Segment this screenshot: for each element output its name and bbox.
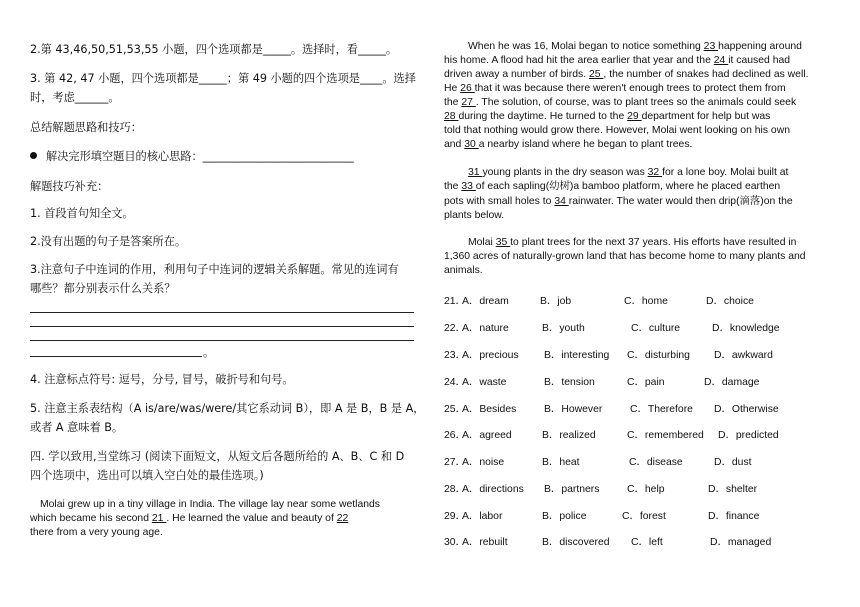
option-c[interactable]: C．left (631, 537, 663, 548)
summary-title: 总结解题思路和技巧： (30, 121, 142, 134)
question-number: 30． (444, 537, 466, 548)
practice-heading-line1: 四. 学以致用,当堂练习 (阅读下面短文，从短文后各题所给的 A、B、C 和 D (30, 450, 405, 463)
blank-26[interactable]: 26 (460, 83, 475, 94)
option-c[interactable]: C．remembered (627, 430, 704, 441)
blank-22[interactable]: 22 (336, 513, 349, 524)
option-row-24 (444, 373, 836, 387)
question-2-note: 2.第 43,46,50,51,53,55 小题，四个选项都是_____。选择时，看_____。 (30, 43, 398, 56)
passage-p4-line2: 1,360 acres of naturally-grown land that has become home to many plants and (444, 251, 806, 262)
answer-line (30, 312, 414, 313)
tip-5-line1: 5. 注意主系表结构（A is/are/was/were/其它系动词 B），即 A 是 B，B 是 A， (30, 402, 425, 415)
question-number: 23． (444, 350, 466, 361)
option-a[interactable]: A．Besides (462, 404, 517, 415)
option-b[interactable]: B．heat (542, 457, 580, 468)
option-c[interactable]: C．home (624, 296, 668, 307)
passage-p3-line4: plants below. (444, 210, 505, 221)
passage-p4-line3: animals. (444, 265, 483, 276)
tip-2: 2.没有出题的句子是答案所在。 (30, 235, 187, 248)
answer-line (30, 326, 414, 327)
passage-p1-line2: which became his second 21 . He learned the value and beauty of 22 (30, 513, 349, 524)
option-d[interactable]: D．Otherwise (714, 404, 779, 415)
blank-29[interactable]: 29 (627, 111, 642, 122)
passage-p2-line8: and 30 a nearby island where he began to plant trees. (444, 139, 693, 150)
answer-line (30, 340, 414, 341)
option-row-26 (444, 426, 836, 440)
question-number: 29． (444, 511, 466, 522)
blank-23[interactable]: 23 (703, 41, 719, 52)
blank-35[interactable]: 35 (495, 237, 511, 248)
core-idea (30, 150, 354, 164)
option-a[interactable]: A．nature (462, 323, 509, 334)
option-row-23 (444, 346, 836, 360)
option-row-27 (444, 453, 836, 467)
passage-p2-line1: When he was 16, Molai began to notice something 23 happening around (468, 41, 802, 52)
tip-1: 1. 首段首句知全文。 (30, 207, 134, 220)
passage-p2-line6: 28 during the daytime. He turned to the 29 department for help but was (444, 111, 771, 122)
passage-p3-line2: the 33 of each sapling(幼树)a bamboo platform, where he placed earthen (444, 181, 781, 192)
option-b[interactable]: B．tension (544, 377, 595, 388)
option-d[interactable]: D．managed (710, 537, 772, 548)
option-d[interactable]: D．shelter (708, 484, 758, 495)
option-b[interactable]: B．partners (544, 484, 600, 495)
tips-title: 解题技巧补充： (30, 180, 109, 193)
tip-3-line1: 3.注意句子中连词的作用，利用句子中连词的逻辑关系解题。常见的连词有 (30, 263, 399, 276)
passage-p2-line3: driven away a number of birds. 25 , the number of snakes had declined as well. (444, 69, 809, 80)
option-row-21 (444, 292, 836, 306)
option-c[interactable]: C．help (627, 484, 665, 495)
question-number: 27． (444, 457, 466, 468)
question-number: 22． (444, 323, 466, 334)
option-d[interactable]: D．damage (704, 377, 760, 388)
option-c[interactable]: C．disease (629, 457, 683, 468)
option-a[interactable]: A．waste (462, 377, 507, 388)
question-3-note-line1: 3. 第 42, 47 小题，四个选项都是_____；第 49 小题的四个选项是____。选择 (30, 72, 416, 85)
answer-line (30, 356, 202, 357)
option-c[interactable]: C．Therefore (630, 404, 693, 415)
option-b[interactable]: B．police (542, 511, 587, 522)
option-row-25 (444, 400, 836, 414)
passage-p2-line2: his home. A flood had hit the area earlier that year and the 24 it caused had (444, 55, 791, 66)
option-c[interactable]: C．pain (627, 377, 665, 388)
question-number: 21． (444, 296, 466, 307)
passage-p1-line3: there from a very young age. (30, 527, 163, 538)
passage-p4-line1: Molai 35 to plant trees for the next 37 years. His efforts have resulted in (468, 237, 797, 248)
tip-3-line2: 哪些？都分别表示什么关系？ (30, 282, 176, 295)
bullet-icon (30, 152, 37, 159)
option-b[interactable]: B．realized (542, 430, 596, 441)
question-number: 28． (444, 484, 466, 495)
option-d[interactable]: D．choice (706, 296, 754, 307)
option-d[interactable]: D．finance (708, 511, 760, 522)
option-b[interactable]: B．However (544, 404, 603, 415)
option-a[interactable]: A．rebuilt (462, 537, 508, 548)
option-b[interactable]: B．job (540, 296, 572, 307)
answer-period: 。 (203, 346, 215, 359)
option-b[interactable]: B．discovered (542, 537, 610, 548)
blank-33[interactable]: 33 (461, 181, 476, 192)
blank-25[interactable]: 25 (588, 69, 604, 80)
question-number: 24． (444, 377, 466, 388)
question-3-note-line2: 时，考虑______。 (30, 91, 120, 104)
option-a[interactable]: A．directions (462, 484, 524, 495)
core-idea-text: 解决完形填空题目的核心思路：___________________________ (46, 150, 354, 163)
option-d[interactable]: D．awkward (714, 350, 773, 361)
option-a[interactable]: A．precious (462, 350, 519, 361)
practice-heading-line2: 四个选项中，选出可以填入空白处的最佳选项。) (30, 469, 264, 482)
option-c[interactable]: C．forest (622, 511, 666, 522)
blank-34[interactable]: 34 (554, 196, 569, 207)
option-c[interactable]: C．disturbing (627, 350, 690, 361)
tip-5-line2: 或者 A 意味着 B。 (30, 421, 124, 434)
tip-4: 4. 注意标点符号: 逗号，分号, 冒号，破折号和句号。 (30, 373, 294, 386)
option-d[interactable]: D．knowledge (712, 323, 780, 334)
option-c[interactable]: C．culture (631, 323, 681, 334)
passage-p3-line3: pots with small holes to 34 rainwater. The water would then drip(滴落)on the (444, 196, 793, 207)
blank-27[interactable]: 27 (461, 97, 476, 108)
option-row-30 (444, 533, 836, 547)
blank-31[interactable]: 31 (468, 167, 483, 178)
blank-32[interactable]: 32 (647, 167, 663, 178)
option-row-22 (444, 319, 836, 333)
option-a[interactable]: A．dream (462, 296, 509, 307)
option-d[interactable]: D．predicted (718, 430, 779, 441)
question-number: 26． (444, 430, 466, 441)
passage-p2-line4: He 26 that it was because there weren't enough trees to protect them from (444, 83, 786, 94)
passage-p2-line5: the 27 . The solution, of course, was to plant trees so the animals could seek (444, 97, 797, 108)
passage-p2-line7: told that nothing would grow there. However, Molai went looking on his own (444, 125, 790, 136)
option-a[interactable]: A．noise (462, 457, 505, 468)
option-b[interactable]: B．youth (542, 323, 585, 334)
blank-24[interactable]: 24 (713, 55, 729, 66)
option-d[interactable]: D．dust (714, 457, 752, 468)
blank-21[interactable]: 21 (151, 513, 167, 524)
passage-p3-line1: 31 young plants in the dry season was 32 for a lone boy. Molai built at (468, 167, 789, 178)
question-number: 25． (444, 404, 466, 415)
option-row-28 (444, 480, 836, 494)
blank-28[interactable]: 28 (444, 111, 459, 122)
option-a[interactable]: A．labor (462, 511, 503, 522)
passage-p1-line1: Molai grew up in a tiny village in India. The village lay near some wetlands (40, 499, 380, 510)
option-row-29 (444, 507, 836, 521)
option-a[interactable]: A．agreed (462, 430, 512, 441)
blank-30[interactable]: 30 (464, 139, 479, 150)
option-b[interactable]: B．interesting (544, 350, 610, 361)
